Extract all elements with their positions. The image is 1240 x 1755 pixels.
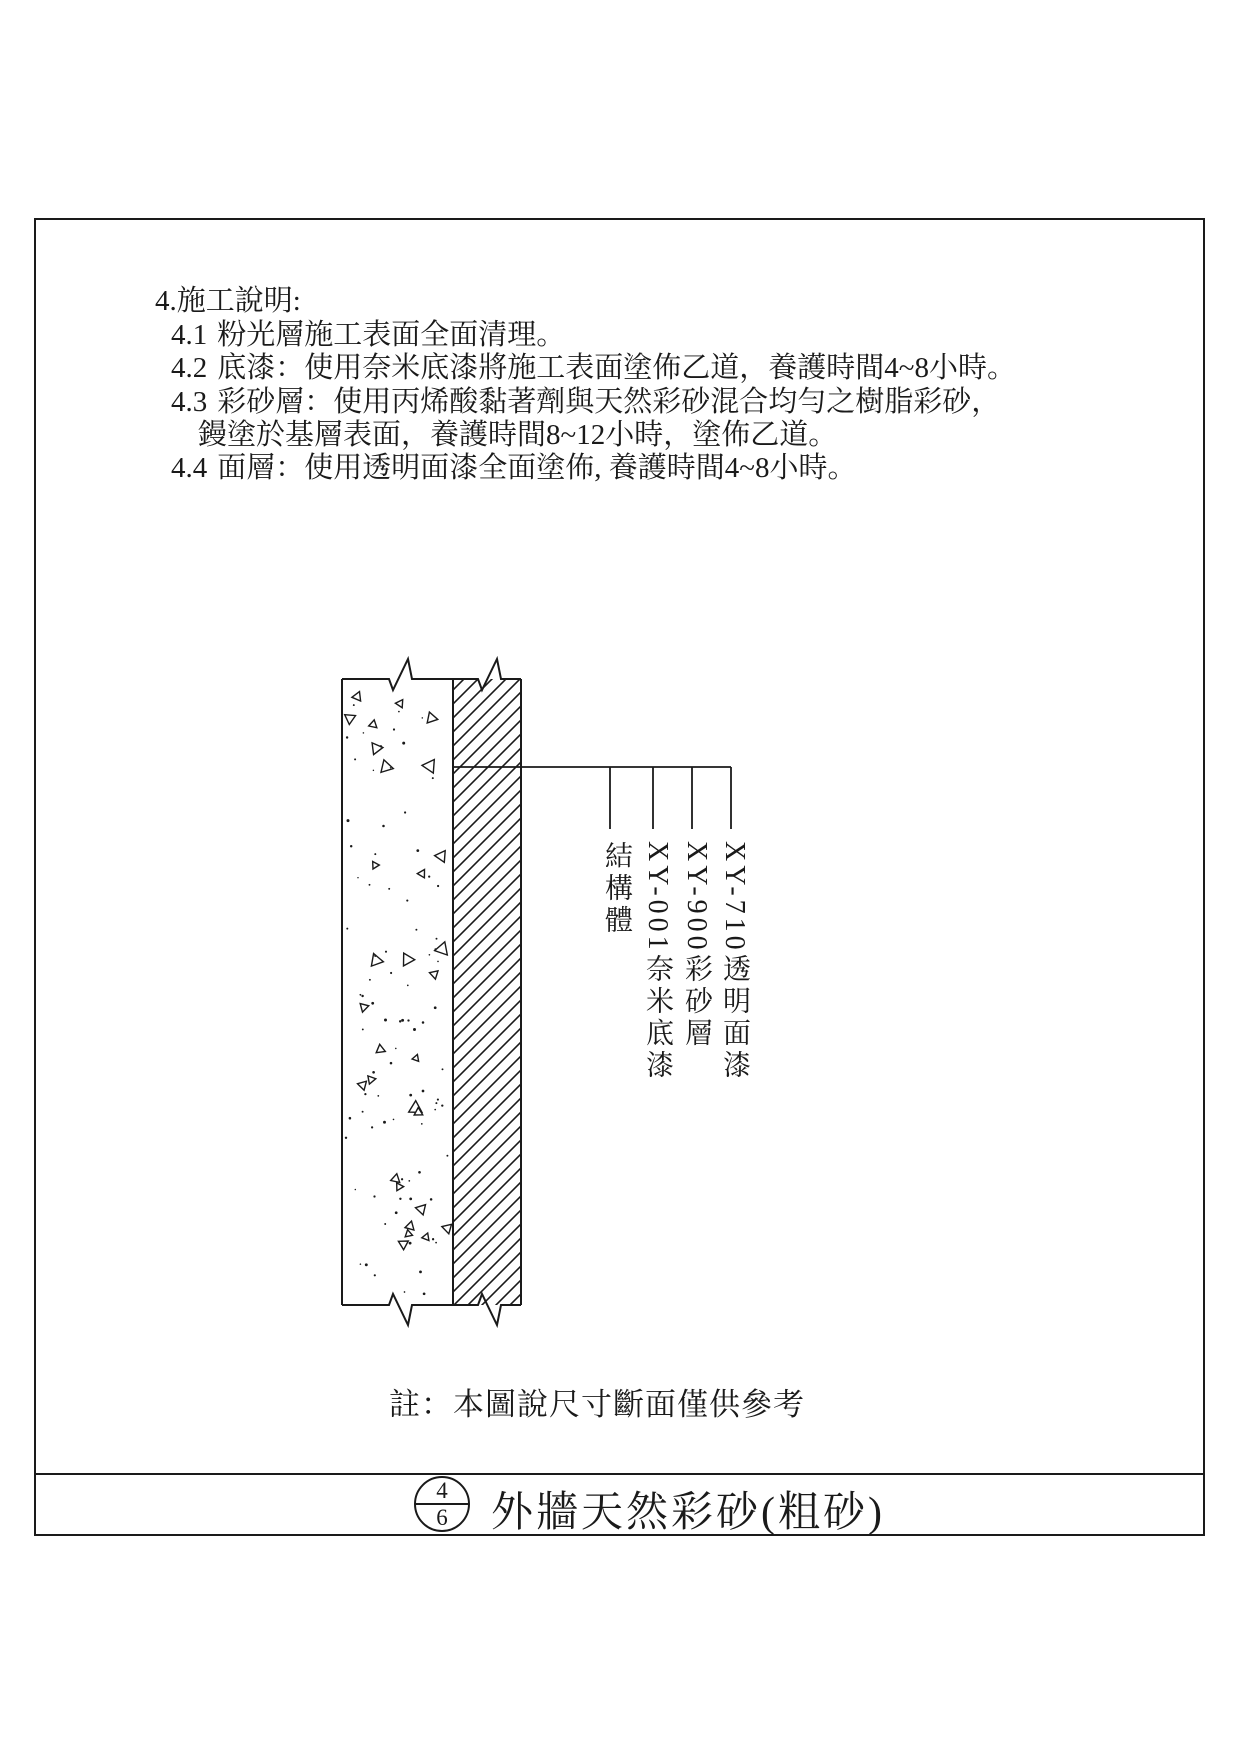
spec-item-number: 4.2 — [171, 352, 208, 384]
layer-label-structure: 結構體 — [601, 841, 632, 937]
layer-label-sand-layer: XY-900彩砂層 — [681, 841, 712, 1050]
spec-item-text: 底漆：使用奈米底漆將施工表面塗佈乙道，養護時間4~8小時。 — [217, 352, 1016, 384]
spec-item-number: 4.3 — [171, 386, 208, 418]
spec-item-text: 面層：使用透明面漆全面塗佈, 養護時間4~8小時。 — [217, 452, 857, 484]
layer-label-topcoat: XY-710透明面漆 — [719, 841, 750, 1082]
layer-label-primer: XY-001奈米底漆 — [642, 841, 673, 1082]
spec-heading: 4.施工說明: — [155, 285, 301, 317]
spec-item-text: 鏝塗於基層表面，養護時間8~12小時，塗佈乙道。 — [198, 419, 838, 451]
sheet-title: 外牆天然彩砂(粗砂) — [491, 1490, 885, 1536]
spec-item-44 — [171, 451, 856, 485]
spec-item-41 — [171, 318, 565, 352]
spec-item-text: 粉光層施工表面全面清理。 — [217, 319, 566, 351]
spec-item-number: 4.1 — [171, 319, 208, 351]
spec-item-42 — [171, 351, 1016, 385]
concrete-structure-region — [345, 692, 452, 1296]
finish-layers-hatch-region — [453, 679, 521, 1305]
spec-item-text: 彩砂層：使用丙烯酸黏著劑與天然彩砂混合均勻之樹脂彩砂， — [217, 386, 1001, 418]
sheet-number-badge — [414, 1476, 470, 1532]
spec-item-43 — [171, 385, 1000, 419]
title-block-divider — [35, 1473, 1205, 1475]
sheet-number-numerator: 4 — [416, 1478, 468, 1505]
spec-item-43-continued — [198, 418, 837, 452]
spec-item-number: 4.4 — [171, 452, 208, 484]
sheet-number-denominator: 6 — [436, 1505, 448, 1530]
reference-note: 註：本圖說尺寸斷面僅供參考 — [389, 1387, 805, 1422]
